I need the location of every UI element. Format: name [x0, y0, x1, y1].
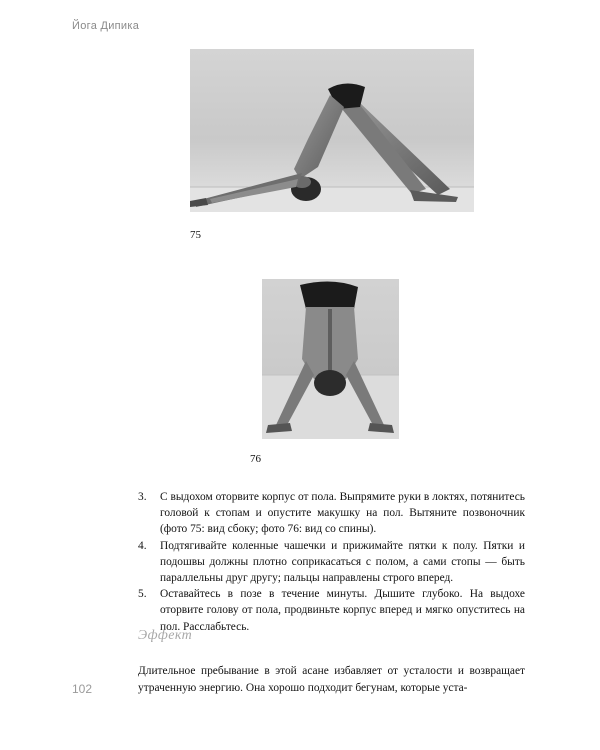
step-number: 3.	[138, 491, 147, 503]
photo-76-back-view	[262, 279, 399, 439]
photo-75-side-view	[190, 49, 474, 212]
step-text: С выдохом оторвите корпус от пола. Выпрямите руки в локтях, потянитесь головой к стопам и опустите макушку на пол. Вытяните позвоночник (фото 75: вид сбоку; фото 76: вид со спины).	[160, 491, 525, 536]
step-number: 4.	[138, 539, 147, 552]
page-number: 102	[72, 682, 93, 696]
yoga-pose-side-view-image	[190, 49, 474, 212]
figure-caption: 76	[250, 453, 261, 465]
step-text: Оставайтесь в позе в течение минуты. Дышите глубоко. На выдохе оторвите голову от пола, продвиньте корпус вперед и мягко опуститесь на пол. Расслабьтесь.	[160, 588, 525, 633]
figure-caption: 75	[190, 229, 201, 241]
instruction-steps-list	[138, 489, 525, 635]
step-item	[138, 538, 525, 587]
step-text: Подтягивайте коленные чашечки и прижимайте пятки к полу. Пятки и подошвы должны плотно соприкасаться с полом, а сами стопы — быть параллельны друг другу; пальцы направлены строго вперед.	[160, 539, 525, 585]
running-head: Йога Дипика	[72, 20, 140, 32]
effect-section-title: Эффект	[138, 628, 193, 643]
effect-paragraph: Длительное пребывание в этой асане избавляет от усталости и возвращает утраченную энергию. Она хорошо подходит бегунам, которые уста-	[138, 665, 525, 694]
yoga-pose-back-view-image	[262, 279, 399, 439]
step-item	[138, 489, 525, 538]
step-number: 5.	[138, 588, 147, 601]
step-item	[138, 586, 525, 635]
